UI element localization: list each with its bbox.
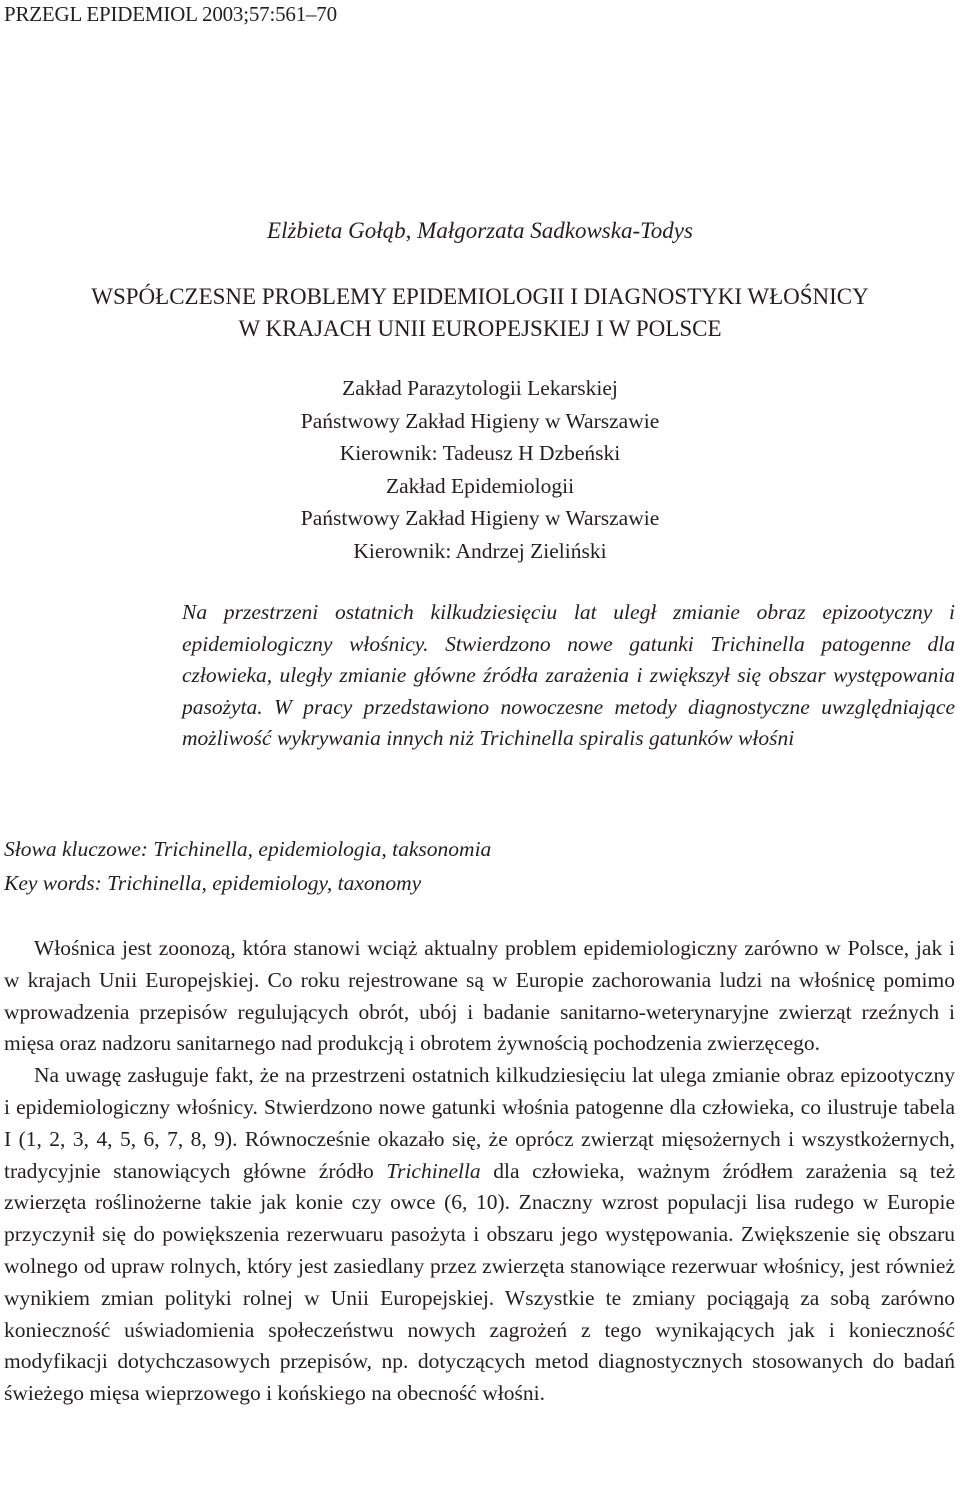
- paragraph-2-text-b: dla człowieka, ważnym źródłem zarażenia są też zwierzęta roślinożerne takie jak konie czy owce (6, 10). Znaczny wzrost populacji lisa rudego w Europie przyczynił się do powiększenia rezerwuaru pasożyta i obszaru jego występowania. Zwiększenie się obszaru wolnego od upraw rolnych, który jest zasiedlany przez zwierzęta stanowiące rezerwuar włośnicy, jest również wynikiem zmian polityki rolnej w Unii Europejskiej. Wszystkie te zmiany pociągają za sobą zarówno konieczność uświadomienia społeczeństwu nowych zagrożeń z tego wynikających jak i konieczność modyfikacji dotychczasowych przepisów, np. dotyczących metod diagnostycznych stosowanych do badań świeżego mięsa wieprzowego i końskiego na obecność włośni.: [4, 1158, 955, 1406]
- affiliation-line: Państwowy Zakład Higieny w Warszawie: [300, 408, 660, 433]
- paragraph-2-text-a: Na uwagę zasługuje fakt, że na przestrzeni ostatnich kilkudziesięciu lat ulega zmianie obraz epizootyczny i epidemiologiczny włośnicy. Stwierdzono nowe gatunki włośnia patogenne dla człowieka, co ilustruje tabela I (1, 2, 3, 4, 5, 6, 7, 8, 9). Równocześnie okazało się, że oprócz zwierząt mięsożernych i wszystkożernych, tradycyjnie stanowiących główne źródło: [4, 1063, 955, 1183]
- keywords-english: Key words: Trichinella, epidemiology, taxonomy: [4, 871, 422, 895]
- article-title: [0, 281, 960, 345]
- title-line-1: WSPÓŁCZESNE PROBLEMY EPIDEMIOLOGII I DIAGNOSTYKI WŁOŚNICY: [91, 284, 869, 309]
- paragraph-1: Włośnica jest zoonozą, która stanowi wciąż aktualny problem epidemiologiczny zarówno w Polsce, jak i w krajach Unii Europejskiej. Co roku rejestrowane są w Europie zachorowania ludzi na włośnicę pomimo wprowadzenia przepisów regulujących obrót, ubój i badanie sanitarno-weterynaryjne zwierząt rzeźnych i mięsa oraz nadzoru sanitarnego nad produkcją i obrotem żywnością pochodzenia zwierzęcego.: [4, 936, 955, 1056]
- abstract: Na przestrzeni ostatnich kilkudziesięciu lat uległ zmianie obraz epizootyczny i epidemiologiczny włośnicy. Stwierdzono nowe gatunki Trichinella patogenne dla człowieka, uległy zmianie główne źródła zarażenia i zwiększył się obszar występowania pasożyta. W pracy przedstawiono nowoczesne metody diagnostyczne uwzględniające możliwość wykrywania innych niż Trichinella spiralis gatunków włośni: [182, 600, 955, 750]
- affiliation-line: Kierownik: Andrzej Zieliński: [353, 538, 607, 563]
- affiliation-line: Zakład Parazytologii Lekarskiej: [342, 376, 618, 400]
- affiliations: [0, 372, 960, 568]
- title-line-2: W KRAJACH UNII EUROPEJSKIEJ I W POLSCE: [238, 316, 722, 341]
- affiliation-line: Zakład Epidemiologii: [385, 473, 575, 498]
- species-name: Trichinella: [386, 1158, 481, 1183]
- journal-reference: PRZEGL EPIDEMIOL 2003;57:561–70: [4, 2, 337, 26]
- keywords: [4, 832, 491, 900]
- affiliation-line: Kierownik: Tadeusz H Dzbeński: [339, 441, 621, 466]
- body-text: [4, 933, 955, 1410]
- keywords-polish: Słowa kluczowe: Trichinella, epidemiologia, taksonomia: [4, 837, 492, 861]
- affiliation-line: Państwowy Zakład Higieny w Warszawie: [300, 506, 660, 531]
- paragraph-2: [4, 1060, 955, 1410]
- authors: Elżbieta Gołąb, Małgorzata Sadkowska-Todys: [267, 218, 693, 243]
